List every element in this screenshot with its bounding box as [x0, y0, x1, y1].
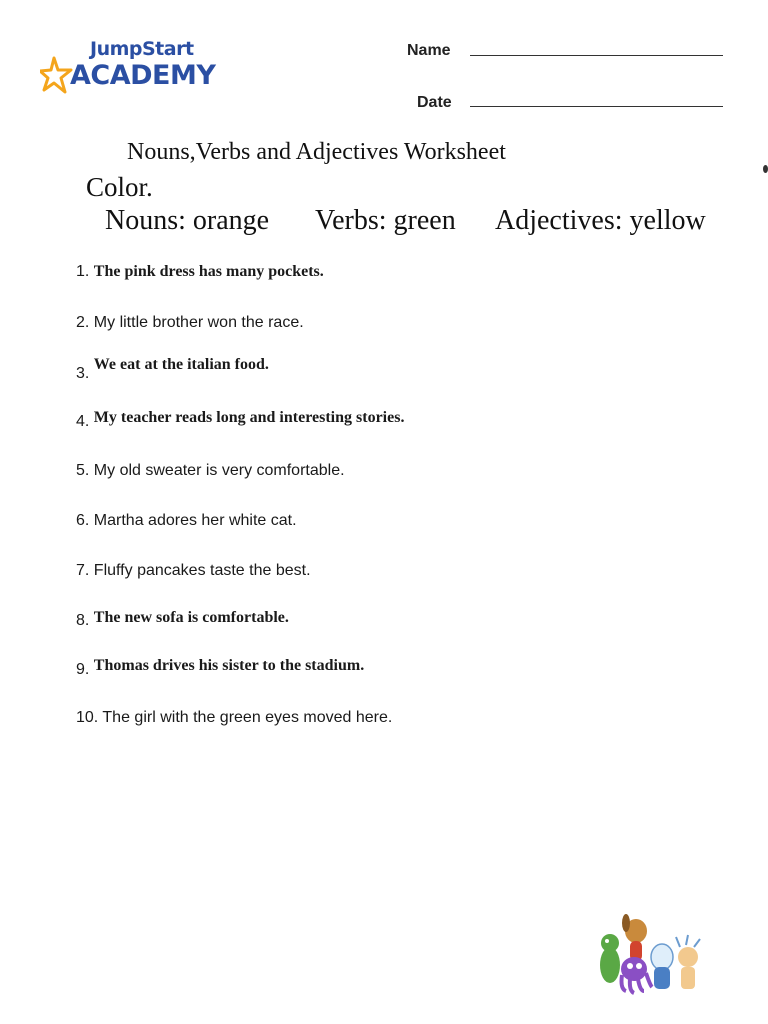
sentence-text: Fluffy pancakes taste the best. — [93, 562, 311, 579]
star-icon — [40, 56, 74, 96]
sentence-item — [76, 356, 269, 382]
sentence-item — [76, 562, 311, 580]
sentence-number: 8. — [76, 612, 90, 629]
sentence-number: 1. — [76, 263, 90, 280]
sentence-text: My teacher reads long and interesting stories. — [93, 409, 405, 426]
legend-adjectives: Adjectives: yellow — [495, 205, 706, 236]
sentence-item — [76, 512, 297, 530]
name-label: Name — [407, 42, 451, 59]
sentence-number: 9. — [76, 661, 90, 678]
sentence-item — [76, 409, 405, 430]
sentence-number: 7. — [76, 562, 90, 579]
sentence-item — [76, 709, 392, 727]
sentence-item — [76, 314, 304, 332]
sentence-item — [76, 609, 289, 627]
legend-verbs: Verbs: green — [315, 205, 456, 236]
logo-academy-text: ACADEMY — [70, 60, 216, 91]
sentence-text: The girl with the green eyes moved here. — [102, 709, 393, 726]
instruction-text: Color. — [86, 172, 153, 202]
sentence-text: Thomas drives his sister to the stadium. — [93, 657, 365, 674]
date-line — [470, 106, 723, 107]
date-label: Date — [417, 94, 452, 111]
sentence-text: Martha adores her white cat. — [93, 512, 297, 529]
page-mark — [763, 165, 768, 173]
sentence-number: 4. — [76, 413, 90, 430]
jumpstart-academy-logo — [40, 38, 220, 98]
sentence-item — [76, 657, 365, 678]
sentence-item — [76, 462, 345, 480]
name-line — [470, 55, 723, 56]
sentence-text: My old sweater is very comfortable. — [93, 462, 345, 479]
worksheet-title: Nouns,Verbs and Adjectives Worksheet — [127, 139, 506, 165]
sentence-number: 2. — [76, 314, 90, 331]
sentence-text: The pink dress has many pockets. — [93, 263, 324, 280]
sentence-text: The new sofa is comfortable. — [93, 609, 289, 626]
legend-nouns: Nouns: orange — [105, 205, 270, 236]
logo-jumpstart-text: JumpStart — [90, 38, 194, 60]
cartoon-characters-illustration — [596, 905, 706, 995]
sentence-text: My little brother won the race. — [93, 314, 304, 331]
sentence-item — [76, 263, 324, 281]
sentence-number: 6. — [76, 512, 90, 529]
sentence-number: 3. — [76, 365, 90, 382]
sentence-number: 10. — [76, 709, 99, 726]
sentence-number: 5. — [76, 462, 90, 479]
sentence-text: We eat at the italian food. — [93, 356, 269, 373]
